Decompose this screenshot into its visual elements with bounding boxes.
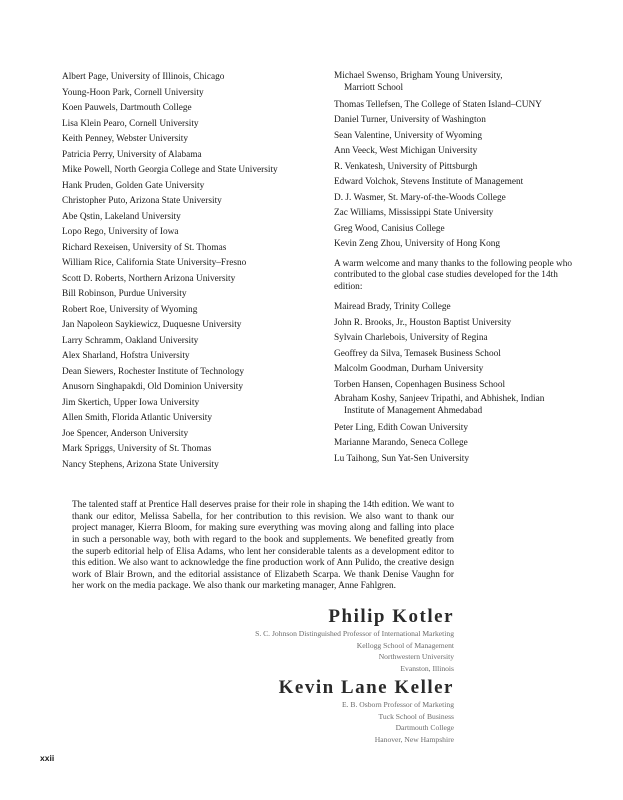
- reviewer-entry: Sean Valentine, University of Wyoming: [334, 130, 483, 141]
- reviewer-entry: D. J. Wasmer, St. Mary-of-the-Woods College: [334, 192, 506, 203]
- reviewer-entry: Lisa Klein Pearo, Cornell University: [62, 118, 199, 129]
- author-affiliation: Kellogg School of Management: [356, 640, 454, 650]
- reviewer-list-left: [62, 70, 322, 473]
- reviewer-entry: Greg Wood, Canisius College: [334, 223, 445, 234]
- reviewer-entry: Koen Pauwels, Dartmouth College: [62, 103, 192, 113]
- reviewer-entry: Jan Napoleon Saykiewicz, Duquesne University: [62, 320, 242, 330]
- reviewer-entry: Abe Qstin, Lakeland University: [62, 211, 181, 222]
- reviewer-entry: Patricia Perry, University of Alabama: [62, 149, 202, 160]
- reviewer-entry: Anusorn Singhapakdi, Old Dominion University: [62, 382, 244, 392]
- author-name: Kevin Lane Keller: [278, 677, 454, 698]
- reviewer-entry: Keith Penney, Webster University: [62, 134, 189, 144]
- contributor-entry: John R. Brooks, Jr., Houston Baptist University: [334, 317, 512, 328]
- contributor-entry-continuation: Institute of Management Ahmedabad: [344, 406, 483, 416]
- contributor-entry: Peter Ling, Edith Cowan University: [334, 422, 469, 433]
- reviewer-entry: R. Venkatesh, University of Pittsburgh: [334, 161, 478, 172]
- reviewer-entry: Lopo Rego, University of Iowa: [62, 227, 179, 237]
- contributor-entry: Marianne Marando, Seneca College: [334, 438, 468, 448]
- author-title: E. B. Osborn Professor of Marketing: [342, 700, 454, 709]
- contributor-entry: Torben Hansen, Copenhagen Business School: [334, 379, 506, 390]
- reviewer-entry: Bill Robinson, Purdue University: [62, 289, 187, 299]
- reviewer-entry: Hank Pruden, Golden Gate University: [62, 180, 205, 191]
- author-affiliation: Tuck School of Business: [378, 711, 454, 721]
- reviewer-entry: Young-Hoon Park, Cornell University: [62, 87, 204, 98]
- reviewer-entry: Kevin Zeng Zhou, University of Hong Kong: [334, 239, 501, 249]
- global-cases-intro: A warm welcome and many thanks to the following people who contributed to the global case studies developed for the 14th edition:: [334, 258, 573, 292]
- reviewer-entry: Ann Veeck, West Michigan University: [334, 146, 478, 156]
- contributor-entry-line: Abraham Koshy, Sanjeev Tripathi, and Abhishek, Indian: [334, 394, 545, 404]
- reviewer-entry: Allen Smith, Florida Atlantic University: [62, 413, 213, 423]
- contributor-entry: Geoffrey da Silva, Temasek Business School: [334, 348, 501, 359]
- reviewer-entry: Jim Skertich, Upper Iowa University: [62, 397, 200, 408]
- signature-block-kotler: [255, 606, 454, 674]
- reviewer-entry: William Rice, California State University–Fresno: [62, 258, 247, 268]
- author-title: S. C. Johnson Distinguished Professor of International Marketing: [255, 629, 454, 638]
- acknowledgment-paragraph: The talented staff at Prentice Hall deserves praise for their role in shaping the 14th edition. We want to thank our editor, Melissa Sabella, for her contribution to this revision. We also want to thank our project manager, Kierra Bloom, for making sure everything was moving along and falling into place in such a personable way, both with regard to the book and supplements. We benefited greatly from the superb editorial help of Elisa Adams, who lent her considerable talents as a development editor to this edition. We also want to acknowledge the fine production work of Ann Pulido, the creative design work of Blair Brown, and the editorial assistance of Elizabeth Scarpa. We thank Denise Vaughn for her work on the media package. We also thank our marketing manager, Anne Fahlgren.: [72, 500, 454, 592]
- reviewer-entry: Dean Siewers, Rochester Institute of Technology: [62, 366, 244, 377]
- reviewer-entry: Zac Williams, Mississippi State University: [334, 208, 494, 218]
- reviewer-entry: Scott D. Roberts, Northern Arizona University: [62, 273, 236, 284]
- contributor-entry: Malcolm Goodman, Durham University: [334, 364, 484, 374]
- reviewer-entry-continuation: Marriott School: [344, 83, 404, 93]
- contributor-entry: [334, 393, 574, 421]
- author-location: Hanover, New Hampshire: [374, 734, 454, 744]
- reviewer-entry: Joe Spencer, Anderson University: [62, 428, 189, 439]
- signature-block-keller: [279, 677, 454, 745]
- contributor-entry: Lu Taihong, Sun Yat-Sen University: [334, 453, 470, 464]
- reviewer-entry: [334, 70, 574, 98]
- reviewer-entry: Richard Rexeisen, University of St. Thomas: [62, 242, 227, 253]
- page-number: xxii: [40, 753, 55, 763]
- reviewer-entry: Edward Volchok, Stevens Institute of Management: [334, 177, 524, 187]
- author-affiliation: Dartmouth College: [395, 723, 454, 733]
- author-affiliation: Northwestern University: [378, 652, 454, 662]
- reviewer-entry: Larry Schramm, Oakland University: [62, 335, 199, 346]
- author-location: Evanston, Illinois: [400, 663, 454, 673]
- reviewer-entry: Thomas Tellefsen, The College of Staten Island–CUNY: [334, 99, 542, 110]
- contributor-entry: Mairead Brady, Trinity College: [334, 302, 451, 312]
- reviewer-entry: Alex Sharland, Hofstra University: [62, 351, 190, 361]
- reviewer-entry: Daniel Turner, University of Washington: [334, 115, 486, 125]
- reviewer-entry: Mark Spriggs, University of St. Thomas: [62, 444, 212, 454]
- reviewer-entry: Robert Roe, University of Wyoming: [62, 304, 198, 315]
- author-name: Philip Kotler: [328, 606, 454, 627]
- reviewer-entry: Christopher Puto, Arizona State University: [62, 196, 222, 206]
- reviewer-entry: Mike Powell, North Georgia College and State University: [62, 165, 278, 175]
- reviewer-list-right: [334, 70, 574, 467]
- reviewer-entry-line: Michael Swenso, Brigham Young University,: [334, 71, 503, 81]
- reviewer-entry: Nancy Stephens, Arizona State University: [62, 459, 219, 470]
- reviewer-entry: Albert Page, University of Illinois, Chicago: [62, 72, 225, 82]
- contributor-entry: Sylvain Charlebois, University of Regina: [334, 333, 488, 343]
